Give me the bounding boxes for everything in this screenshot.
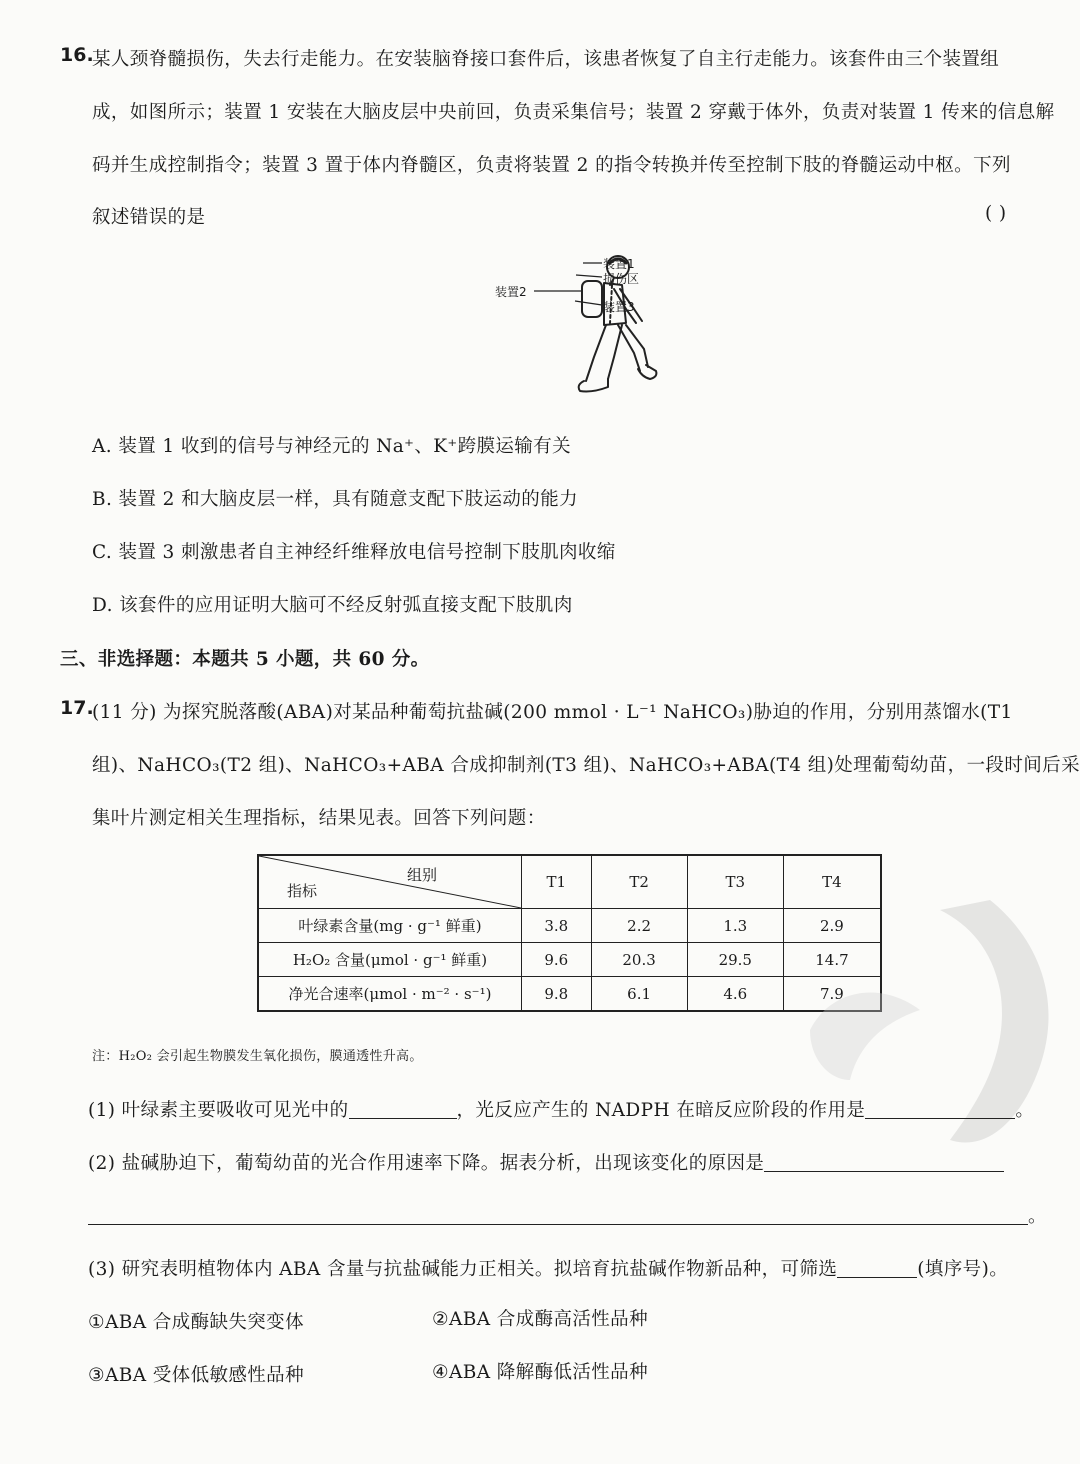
table-cell: 9.6 bbox=[522, 943, 592, 977]
row-label: 净光合速率(μmol · m⁻² · s⁻¹) bbox=[258, 977, 522, 1012]
table-cell: 2.2 bbox=[591, 909, 687, 943]
sub1-text-b: ，光反应产生的 NADPH 在暗反应阶段的作用是 bbox=[456, 1100, 866, 1121]
row-label: 叶绿素含量(mg · g⁻¹ 鲜重) bbox=[258, 909, 522, 943]
background-brush-watermark bbox=[780, 880, 1080, 1180]
q17-stem-line-2: 组)、NaHCO₃(T2 组)、NaHCO₃+ABA 合成抑制剂(T3 组)、NaHCO₃+ABA(T4 组)处理葡萄幼苗，一段时间后采 bbox=[92, 755, 1080, 776]
sub-question-2 bbox=[88, 1149, 1004, 1175]
label-device-2: 装置2 bbox=[495, 285, 527, 299]
table-cell: 4.6 bbox=[687, 977, 783, 1012]
choice-2: ②ABA 合成酶高活性品种 bbox=[432, 1309, 648, 1330]
answer-blank-4[interactable] bbox=[88, 1206, 1028, 1225]
table-cell: 14.7 bbox=[783, 943, 881, 977]
q17-stem-line-1: (11 分) 为探究脱落酸(ABA)对某品种葡萄抗盐碱(200 mmol · L⁻¹ NaHCO₃)胁迫的作用，分别用蒸馏水(T1 bbox=[92, 702, 1013, 723]
walking-person-figure bbox=[490, 245, 660, 405]
label-injury-zone: 损伤区 bbox=[603, 272, 640, 286]
column-header: T2 bbox=[591, 855, 687, 909]
sub-question-1 bbox=[88, 1096, 1034, 1122]
sub2-text: (2) 盐碱胁迫下，葡萄幼苗的光合作用速率下降。据表分析，出现该变化的原因是 bbox=[88, 1153, 765, 1174]
option-b: B. 装置 2 和大脑皮层一样，具有随意支配下肢运动的能力 bbox=[92, 489, 578, 510]
corner-label-group: 组别 bbox=[406, 866, 437, 884]
q16-stem-line-3: 码并生成控制指令；装置 3 置于体内脊髓区，负责将装置 2 的指令转换并传至控制下肢的脊髓运动中枢。下列 bbox=[92, 155, 1011, 176]
section-3-heading: 三、非选择题：本题共 5 小题，共 60 分。 bbox=[60, 649, 430, 670]
table-cell: 1.3 bbox=[687, 909, 783, 943]
table-cell: 29.5 bbox=[687, 943, 783, 977]
label-device-3: 装置3 bbox=[603, 300, 635, 314]
answer-blank-2[interactable] bbox=[865, 1100, 1015, 1119]
sub1-text-a: (1) 叶绿素主要吸收可见光中的 bbox=[88, 1100, 349, 1121]
sub2-end: 。 bbox=[1028, 1206, 1047, 1227]
option-d: D. 该套件的应用证明大脑可不经反射弧直接支配下肢肌肉 bbox=[92, 595, 573, 616]
sub-question-2-continuation bbox=[88, 1202, 1047, 1228]
q16-stem-line-1: 某人颈脊髓损伤，失去行走能力。在安装脑脊接口套件后，该患者恢复了自主行走能力。该套件由三个装置组 bbox=[92, 49, 1000, 70]
table-note: 注：H₂O₂ 会引起生物膜发生氧化损伤，膜通透性升高。 bbox=[92, 1049, 423, 1064]
row-label: H₂O₂ 含量(μmol · g⁻¹ 鲜重) bbox=[258, 943, 522, 977]
option-c: C. 装置 3 刺激患者自主神经纤维释放电信号控制下肢肌肉收缩 bbox=[92, 542, 616, 563]
sub-question-3 bbox=[88, 1255, 1008, 1281]
column-header: T3 bbox=[687, 855, 783, 909]
q16-stem-line-2: 成，如图所示；装置 1 安装在大脑皮层中央前回，负责采集信号；装置 2 穿戴于体外，负责对装置 1 传来的信息解 bbox=[92, 102, 1055, 123]
option-a: A. 装置 1 收到的信号与神经元的 Na⁺、K⁺跨膜运输有关 bbox=[92, 436, 572, 457]
table-cell: 6.1 bbox=[591, 977, 687, 1012]
answer-parentheses: ( ) bbox=[985, 203, 1007, 224]
table-cell: 3.8 bbox=[522, 909, 592, 943]
table-cell: 9.8 bbox=[522, 977, 592, 1012]
table-cell: 2.9 bbox=[783, 909, 881, 943]
answer-blank-1[interactable] bbox=[349, 1100, 457, 1119]
q17-stem-line-3: 集叶片测定相关生理指标，结果见表。回答下列问题： bbox=[92, 808, 546, 829]
corner-label-index: 指标 bbox=[287, 882, 318, 900]
sub3-text-a: (3) 研究表明植物体内 ABA 含量与抗盐碱能力正相关。拟培育抗盐碱作物新品种，可筛选 bbox=[88, 1259, 838, 1280]
table-corner-cell bbox=[258, 855, 522, 909]
question-17-number: 17. bbox=[60, 697, 94, 719]
label-device-1: 装置1 bbox=[603, 257, 635, 271]
answer-blank-5[interactable] bbox=[837, 1259, 917, 1278]
column-header: T1 bbox=[522, 855, 592, 909]
choice-3: ③ABA 受体低敏感性品种 bbox=[88, 1365, 304, 1386]
sub3-text-b: (填序号)。 bbox=[917, 1259, 1009, 1280]
table-cell: 20.3 bbox=[591, 943, 687, 977]
q16-stem-line-4: 叙述错误的是 bbox=[92, 207, 206, 228]
answer-blank-3[interactable] bbox=[764, 1153, 1004, 1172]
table-cell: 7.9 bbox=[783, 977, 881, 1012]
choice-4: ④ABA 降解酶低活性品种 bbox=[432, 1362, 648, 1383]
sub1-end: 。 bbox=[1015, 1100, 1035, 1121]
choice-1: ①ABA 合成酶缺失突变体 bbox=[88, 1312, 304, 1333]
question-16-number: 16. bbox=[60, 44, 94, 66]
column-header: T4 bbox=[783, 855, 881, 909]
